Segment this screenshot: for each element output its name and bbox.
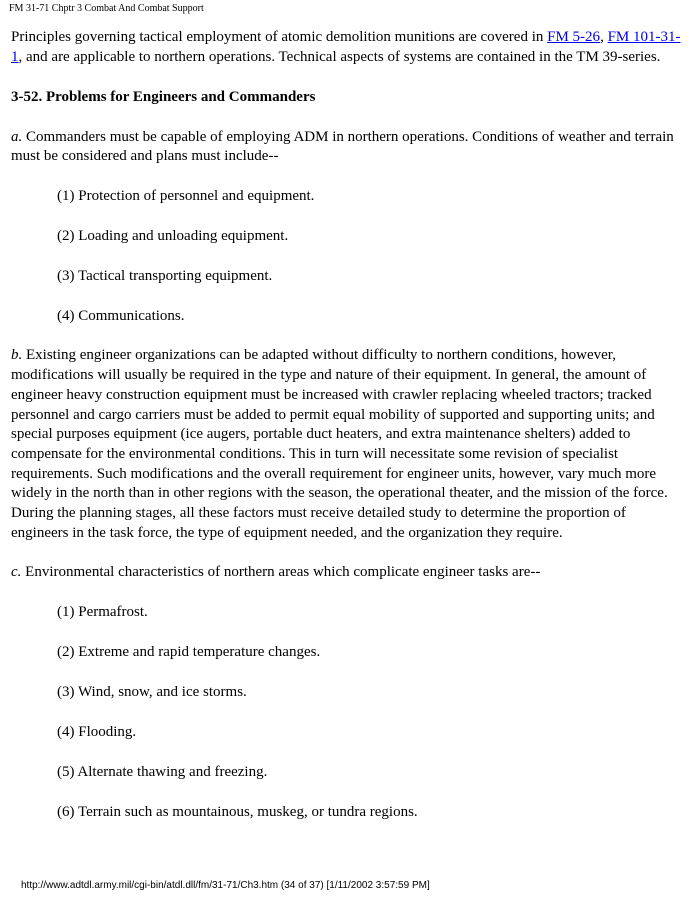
intro-separator: , bbox=[600, 29, 608, 45]
list-item: (3) Wind, snow, and ice storms. bbox=[57, 684, 247, 701]
list-item: (2) Loading and unloading equipment. bbox=[57, 227, 289, 244]
list-item: (4) Flooding. bbox=[57, 724, 137, 741]
paragraph-a-text: Commanders must be capable of employing ADM in northern operations. Conditions of weather and terrain must be considered and plans must include-- bbox=[11, 128, 674, 165]
intro-text: Principles governing tactical employment of atomic demolition munitions are covered in bbox=[11, 29, 548, 45]
section-heading: 3-52. Problems for Engineers and Commanders bbox=[11, 88, 316, 105]
paragraph-b-text: Existing engineer organizations can be adapted without difficulty to northern conditions, however, modifications will usually be required in the type and nature of their equipment. In general, the amount of engineer heavy construction equipment must be increased with crawler replacing wheeled tractors; tracked personnel and cargo carriers must be added to permit equal mobility of supported and supporting units; and special purposes equipment (ice augers, portable duct heaters, and extra maintenance shelters) added to compensate for the environmental conditions. This in turn will necessitate some revision of specialist requirements. Such modifications and the overall requirement for engineer units, however, vary much more widely in the north than in other regions with the season, the operational theater, and the mission of the force. During the planning stages, all these factors must receive detailed study to determine the proportion of engineers in the task force, the type of equipment needed, and the organization they require. bbox=[11, 347, 668, 541]
paragraph-c bbox=[11, 563, 683, 583]
list-item: (4) Communications. bbox=[57, 307, 185, 324]
paragraph-a-letter: a. bbox=[11, 128, 23, 145]
intro-paragraph bbox=[11, 28, 683, 67]
paragraph-c-text: Environmental characteristics of northern areas which complicate engineer tasks are-- bbox=[21, 564, 541, 581]
fm-5-26-link[interactable]: FM 5-26 bbox=[547, 29, 601, 45]
list-item: (1) Protection of personnel and equipment. bbox=[57, 187, 315, 204]
paragraph-b-letter: b. bbox=[11, 347, 23, 364]
paragraph-b bbox=[11, 346, 683, 543]
document-body bbox=[11, 28, 683, 823]
list-item: (2) Extreme and rapid temperature changes. bbox=[57, 644, 321, 661]
list-item: (5) Alternate thawing and freezing. bbox=[57, 764, 268, 781]
list-item: (3) Tactical transporting equipment. bbox=[57, 267, 273, 284]
intro-text-end: , and are applicable to northern operations. Technical aspects of systems are contained in the TM 39-series. bbox=[18, 48, 661, 65]
page-header: FM 31-71 Chptr 3 Combat And Combat Support bbox=[9, 3, 204, 14]
page-footer: http://www.adtdl.army.mil/cgi-bin/atdl.dll/fm/31-71/Ch3.htm (34 of 37) [1/11/2002 3:57:59 PM] bbox=[21, 880, 430, 891]
fm-101-31-1-link[interactable]: FM 101-31-1 bbox=[11, 29, 681, 65]
paragraph-a bbox=[11, 128, 683, 167]
list-item: (6) Terrain such as mountainous, muskeg, or tundra regions. bbox=[57, 804, 418, 821]
list-item: (1) Permafrost. bbox=[57, 604, 148, 621]
paragraph-c-letter: c. bbox=[11, 564, 22, 581]
